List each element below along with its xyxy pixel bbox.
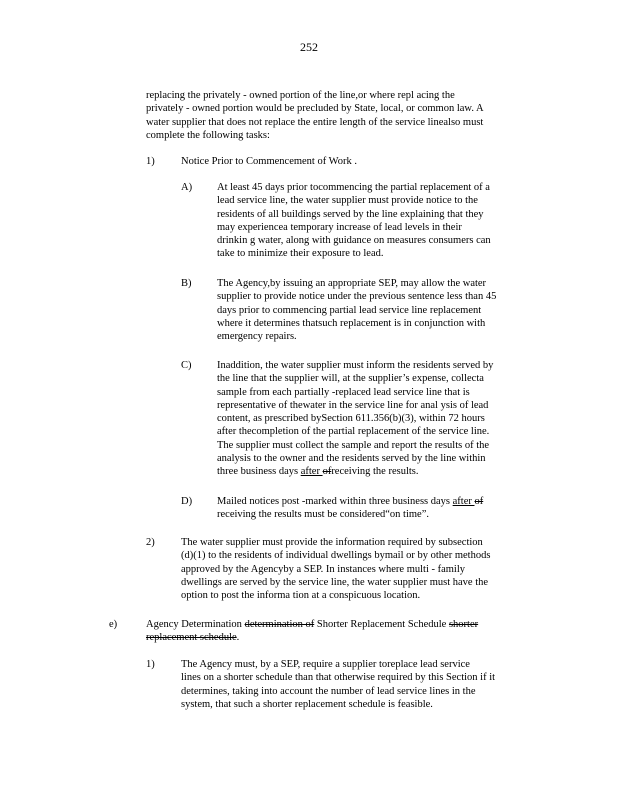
text-line: water supplier that does not replace the entire length of the service linealso must [146,116,484,128]
text-line: representative of thewater in the service line for anal ysis of lead [217,399,489,411]
text-line: The Agency must, by a SEP, require a supplier toreplace lead service [181,659,470,670]
text-line: The supplier must collect the sample and report the results of the [217,439,490,451]
text-line: content, as prescribed bySection 611.356(b)(3), within 72 hours [217,413,485,425]
text-line: may experiencea temporary increase of lead levels in their [217,221,462,233]
item-c-paragraph [217,359,533,479]
text-run: Agency Determination [146,619,245,630]
deleted-text: replacement schedule [146,632,237,644]
item-label: A) [181,182,193,193]
text-run: Shorter Replacement Schedule [314,619,449,630]
item-label: C) [181,360,192,371]
text-line: analysis to the owner and the residents served by the line within [217,453,486,465]
item-label: 1) [146,659,155,670]
item-label: 2) [146,537,155,548]
deleted-text: shorter [448,619,479,630]
item-2-paragraph [181,536,533,602]
text-line: At least 45 days prior tocommencing the partial replacement of a [217,182,490,193]
text-line [146,631,530,644]
section-label: e) [109,619,118,630]
text-line: The water supplier must provide the information required by subsection [181,537,483,548]
text-line: (d)(1) to the residents of individual dwellings bymail or by other methods [181,550,491,562]
text-line: drinkin g water, along with guidance on measures consumers can [217,235,491,247]
text-run: receiving the results. [331,466,419,478]
deleted-text: of [474,496,484,507]
deleted-text: of [322,466,332,478]
text-line: take to minimize their exposure to lead. [217,248,384,260]
text-run: Mailed notices post -marked within three business days [217,496,453,507]
text-line: after thecompletion of the partial replacement of the service line. [217,426,490,438]
text-line [217,465,533,478]
item-a-paragraph [217,181,528,261]
item-label: 1) [146,156,155,167]
text-line: system, that such a shorter replacement schedule is feasible. [181,698,433,710]
item-d-paragraph [217,495,533,522]
text-run: three business days [217,466,301,478]
text-line: replacing the privately - owned portion of the line,or where repl acing the [146,90,455,101]
text-line: determines, taking into account the number of lead service lines in the [181,685,476,697]
text-line: lead service line, the water supplier must provide notice to the [217,195,478,207]
deleted-text: determination of [244,619,315,630]
text-line: The Agency,by issuing an appropriate SEP, may allow the water [217,278,487,289]
item-label: B) [181,278,192,289]
inserted-text: after [300,466,323,478]
intro-paragraph [146,89,530,142]
text-line: lines on a shorter schedule than that otherwise required by this Section if it [181,672,496,684]
text-line: emergency repairs. [217,331,297,343]
text-line: residents of all buildings served by the line explaining that they [217,208,484,220]
text-line [217,495,533,508]
text-line [146,618,530,631]
text-line: where it determines thatsuch replacement is in conjunction with [217,317,486,329]
text-run: . [236,632,240,644]
inserted-text: after [452,496,475,507]
text-line: supplier to provide notice under the previous sentence less than 45 [217,291,497,303]
page-number: 252 [300,40,318,54]
item-e1-paragraph [181,658,543,711]
item-b-paragraph [217,277,537,343]
item-heading: Notice Prior to Commencement of Work . [181,156,357,167]
text-line: receiving the results must be considered“on time”. [217,509,429,521]
text-line: option to post the informa tion at a conspicuous location. [181,590,421,602]
text-line: complete the following tasks: [146,129,270,141]
text-line: approved by the Agencyby a SEP. In instances where multi - family [181,563,466,575]
text-line: Inaddition, the water supplier must inform the residents served by [217,360,494,371]
text-line: the line that the supplier will, at the supplier’s expense, collecta [217,373,484,385]
text-line: privately - owned portion would be precluded by State, local, or common law. A [146,103,484,115]
text-line: days prior to commencing partial lead service line replacement [217,304,482,316]
text-line: sample from each partially -replaced lead service line that is [217,386,470,398]
text-line: dwellings are served by the service line, the water supplier must have the [181,576,489,588]
item-label: D) [181,496,193,507]
section-e-heading [146,618,530,645]
